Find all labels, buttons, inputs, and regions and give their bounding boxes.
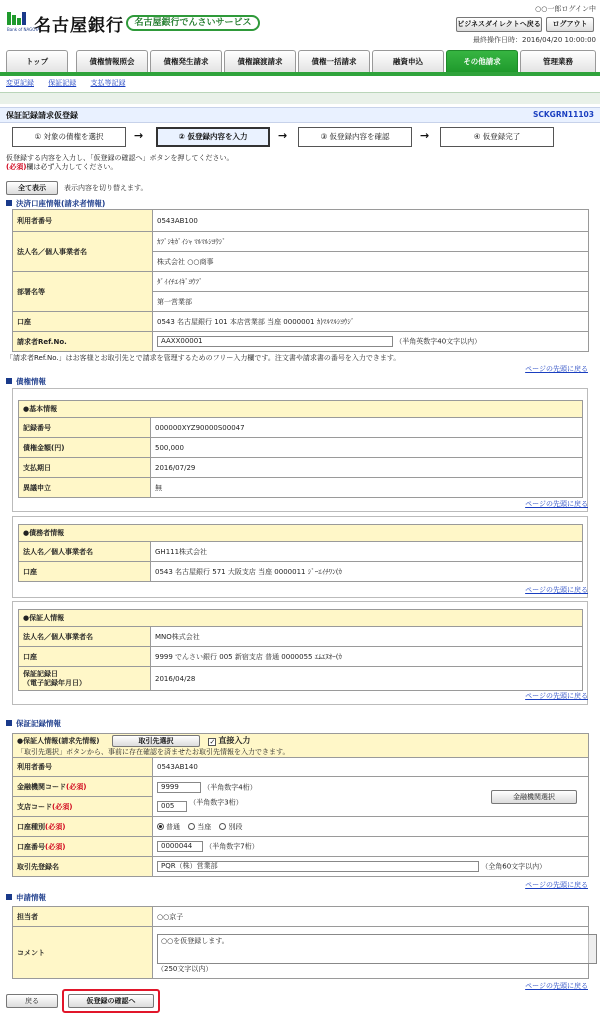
page-top-link[interactable]: ページの先頭に戻る — [525, 586, 588, 594]
business-direct-button[interactable]: ビジネスダイレクトへ戻る — [456, 17, 542, 32]
dept-label: 部署名等 — [13, 272, 153, 312]
guarantor-info-table — [18, 609, 583, 691]
tab-claim-inquiry[interactable]: 債権情報照会 — [76, 50, 148, 72]
guarantor-account-value: 9999 でんさい銀行 005 新宿支店 普通 0000055 ｴﾑｴﾇｵｰ(ｶ — [151, 647, 583, 667]
tab-loan[interactable]: 融資申込 — [372, 50, 444, 72]
step-complete: ④ 仮登録完了 — [440, 127, 554, 147]
required-tag: (必須) — [45, 822, 66, 831]
instruction-line1: 仮登録する内容を入力し、「仮登録の確認へ」ボタンを押してください。 — [6, 154, 234, 162]
record-date-value: 2016/04/28 — [151, 667, 583, 691]
show-all-note: 表示内容を切り替えます。 — [64, 184, 148, 192]
name-value: 株式会社 ○○商事 — [153, 252, 589, 272]
tab-top[interactable]: トップ — [6, 50, 68, 72]
tab-underline — [0, 72, 600, 76]
guarantor-account-label: 口座 — [19, 647, 151, 667]
comment-label: コメント — [13, 927, 153, 979]
bank-code-label — [13, 777, 153, 797]
partner-name-input[interactable]: PQR（株）営業部 — [157, 861, 479, 872]
required-tag: (必須) — [45, 842, 66, 851]
guarantee-subhead-cell — [13, 734, 589, 758]
bank-code-hint: （半角数字4桁） — [203, 783, 257, 791]
tab-claim-transfer[interactable]: 債権譲渡請求 — [224, 50, 296, 72]
bank-select-button[interactable]: 金融機関選択 — [491, 790, 577, 804]
acct-type-ordinary: 普通 — [166, 822, 180, 831]
ref-no-hint: （半角英数字40文字以内） — [395, 337, 482, 346]
due-date-label: 支払期日 — [19, 458, 151, 478]
page-top-link[interactable]: ページの先頭に戻る — [525, 365, 588, 373]
settlement-heading: 決済口座情報(請求者情報) — [6, 198, 105, 209]
last-operation-time: 最終操作日時：2016/04/20 10:00:00 — [472, 36, 596, 44]
service-name: 名古屋銀行でんさいサービス — [126, 15, 260, 31]
comment-scrollbar[interactable] — [588, 935, 596, 963]
guarantee-subhead: ●保証人情報(請求先情報) — [17, 737, 100, 745]
user-no-value: 0543AB100 — [153, 210, 589, 232]
guarantee-heading: 保証記録情報 — [6, 718, 61, 729]
required-tag: (必須) — [6, 163, 27, 171]
record-no-label: 記録番号 — [19, 418, 151, 438]
due-date-value: 2016/07/29 — [151, 458, 583, 478]
partner-name-label: 取引先登録名 — [13, 857, 153, 877]
account-label: 口座 — [13, 312, 153, 332]
record-date-label-line2: （電子記録年月日） — [23, 678, 86, 687]
sub-navigation — [6, 78, 137, 88]
acct-type-options — [153, 817, 589, 837]
subnav-change-record[interactable]: 変更記録 — [6, 79, 34, 87]
claim-heading: 債権情報 — [6, 376, 46, 387]
person-label: 担当者 — [13, 907, 153, 927]
acct-type-radio-current[interactable] — [188, 823, 195, 830]
name-kana-value: ｶﾌﾞｼｷｶﾞｲｼｬ ﾏﾙﾏﾙｼﾖｳｼﾞ — [153, 232, 589, 252]
branch-code-label-text: 支店コード — [17, 802, 52, 811]
acct-type-radio-ordinary[interactable] — [157, 823, 164, 830]
dept-value: 第一営業部 — [153, 292, 589, 312]
debtor-account-value: 0543 名古屋銀行 571 大阪支店 当座 0000011 ｼﾞｰｴｲﾁﾜﾝ(ｶ — [151, 562, 583, 582]
ref-no-input[interactable]: AAXX00001 — [157, 336, 393, 347]
acct-no-label — [13, 837, 153, 857]
partner-name-hint: （全角60文字以内） — [481, 862, 547, 871]
account-value: 0543 名古屋銀行 101 本店営業部 当座 0000001 ｶ)ﾏﾙﾏﾙｼﾖｳｼﾞ — [153, 312, 589, 332]
subnav-payment-record[interactable]: 支払等記録 — [90, 79, 126, 87]
ref-no-label: 請求者Ref.No. — [13, 332, 153, 352]
debtor-account-label: 口座 — [19, 562, 151, 582]
acct-type-radio-special[interactable] — [219, 823, 226, 830]
bank-code-input[interactable]: 9999 — [157, 782, 201, 793]
dept-kana-value: ﾀﾞｲｲﾁｴｲｷﾞﾖｳﾌﾞ — [153, 272, 589, 292]
step-arrow: → — [278, 129, 288, 142]
logo-text: Bank of NAGOYA — [7, 27, 41, 32]
comment-value: ○○を仮登録します。 — [161, 936, 229, 945]
guarantor-info-head: ●保証人情報 — [19, 610, 583, 627]
objection-value: 無 — [151, 478, 583, 498]
basic-info-head: ●基本情報 — [19, 401, 583, 418]
step-select-claim: ① 対象の債権を選択 — [12, 127, 126, 147]
show-all-button[interactable]: 全て表示 — [6, 181, 58, 195]
tab-management[interactable]: 管理業務 — [520, 50, 596, 72]
amount-label: 債権金額(円) — [19, 438, 151, 458]
direct-input-label: 直接入力 — [218, 736, 251, 745]
screen-id: SCKGRN11103 — [532, 110, 594, 119]
guarantor-name-label: 法人名／個人事業者名 — [19, 627, 151, 647]
user-no-label: 利用者番号 — [13, 210, 153, 232]
acct-type-current: 当座 — [197, 822, 212, 831]
bank-logo-icon — [6, 10, 41, 34]
page-top-link[interactable]: ページの先頭に戻る — [525, 500, 588, 508]
step-arrow: → — [420, 129, 430, 142]
step-arrow: → — [134, 129, 144, 142]
debtor-name-value: GH111株式会社 — [151, 542, 583, 562]
acct-no-hint: （半角数字7桁） — [205, 842, 259, 851]
select-partner-button[interactable]: 取引先選択 — [112, 735, 200, 747]
person-value: ○○京子 — [153, 907, 589, 927]
acct-type-label — [13, 817, 153, 837]
ref-no-note: 「請求者Ref.No.」はお客様とお取引先とで請求を管理するためのフリー入力欄です。注文書や請求書の番号を入力できます。 — [6, 354, 401, 362]
acct-type-label-text: 口座種別 — [17, 822, 45, 831]
guarantor-name-value: MNO株式会社 — [151, 627, 583, 647]
record-date-label-line1: 保証記録日 — [23, 669, 58, 678]
step-confirm-content: ③ 仮登録内容を確認 — [298, 127, 412, 147]
objection-label: 異議申立 — [19, 478, 151, 498]
name-label: 法人名／個人事業者名 — [13, 232, 153, 272]
page-top-link[interactable]: ページの先頭に戻る — [525, 881, 588, 889]
record-date-label — [19, 667, 151, 691]
subnav-guarantee-record[interactable]: 保証記録 — [48, 79, 77, 87]
basic-info-table — [18, 400, 583, 498]
guarantee-note: 「取引先選択」ボタンから、事前に存在確認を済ませたお取引先情報を入力できます。 — [17, 748, 290, 756]
subnav-separator — [0, 92, 600, 104]
tab-claim-issue[interactable]: 債権発生請求 — [150, 50, 222, 72]
instruction-line2-text: 欄は必ず入力してください。 — [26, 163, 118, 171]
application-heading: 申請情報 — [6, 892, 46, 903]
branch-code-label — [13, 797, 153, 817]
branch-code-input[interactable]: 005 — [157, 801, 187, 812]
record-no-value: 000000XYZ90000S00047 — [151, 418, 583, 438]
comment-textarea[interactable] — [157, 934, 597, 964]
required-tag: (必須) — [66, 782, 87, 791]
settlement-table — [12, 209, 589, 352]
acct-no-input[interactable]: 0000044 — [157, 841, 203, 852]
confirm-registration-button[interactable]: 仮登録の確認へ — [68, 994, 154, 1008]
debtor-info-table — [18, 524, 583, 582]
debtor-info-head: ●債務者情報 — [19, 525, 583, 542]
page-top-link[interactable]: ページの先頭に戻る — [525, 982, 588, 990]
branch-code-hint: （半角数字3桁） — [189, 798, 243, 806]
instruction-line2 — [6, 162, 117, 172]
step-input-content: ② 仮登録内容を入力 — [156, 127, 270, 147]
g-user-no-value: 0543AB140 — [153, 758, 589, 777]
bank-name: 名古屋銀行 — [34, 16, 124, 36]
acct-no-label-text: 口座番号 — [17, 842, 45, 851]
required-tag: (必須) — [52, 802, 73, 811]
application-table — [12, 906, 589, 979]
page-title: 保証記録請求仮登録 — [6, 111, 78, 120]
page-top-link[interactable]: ページの先頭に戻る — [525, 692, 588, 700]
back-button[interactable]: 戻る — [6, 994, 58, 1008]
acct-type-special: 別段 — [228, 822, 243, 831]
debtor-name-label: 法人名／個人事業者名 — [19, 542, 151, 562]
guarantee-table — [12, 733, 589, 877]
logout-button[interactable]: ログアウト — [546, 17, 594, 32]
g-user-no-label: 利用者番号 — [13, 758, 153, 777]
tab-bulk-claim[interactable]: 債権一括請求 — [298, 50, 370, 72]
tab-other-requests[interactable]: その他請求 — [446, 50, 518, 72]
bank-code-label-text: 金融機関コード — [17, 782, 66, 791]
comment-hint: （250文字以内） — [157, 964, 213, 973]
amount-value: 500,000 — [151, 438, 583, 458]
direct-input-checkbox[interactable]: ✓ — [209, 738, 216, 746]
user-status: ○○一郎ログイン中 — [535, 5, 596, 13]
title-bar — [0, 107, 600, 123]
main-tabs — [6, 50, 596, 72]
